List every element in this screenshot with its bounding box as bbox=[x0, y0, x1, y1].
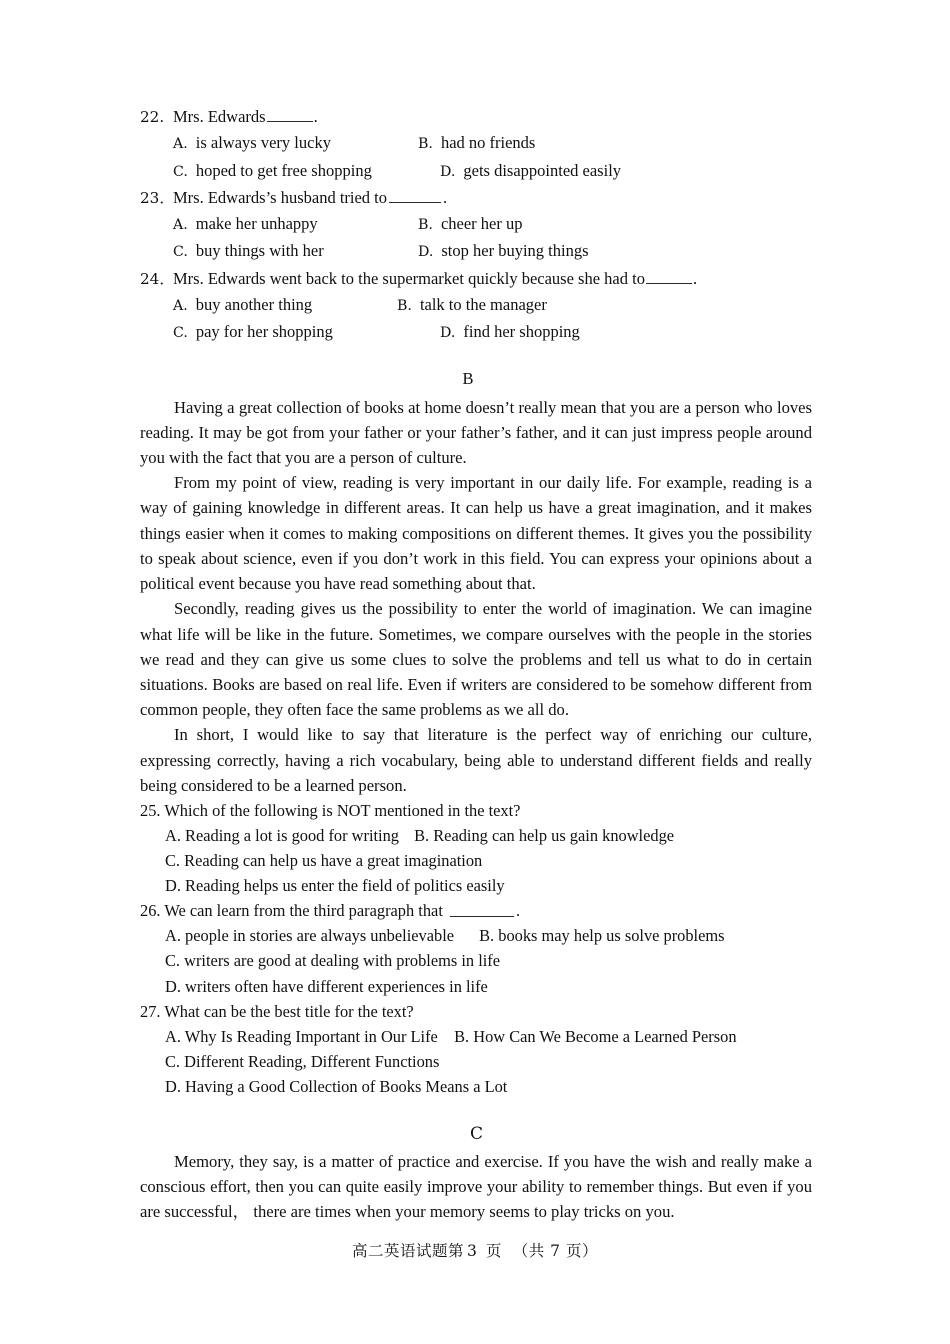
option-text[interactable]: Why Is Reading Important in Our Life bbox=[184, 1026, 438, 1046]
option-text[interactable]: talk to the manager bbox=[419, 295, 547, 315]
question-23-stem-text: Mrs. Edwards’s husband tried to bbox=[173, 187, 388, 207]
question-22-stem-text: Mrs. Edwards bbox=[173, 107, 266, 126]
question-27-options-row-3 bbox=[140, 1074, 812, 1099]
option-letter: D. bbox=[165, 976, 181, 996]
option-text[interactable]: Having a Good Collection of Books Means a Lot bbox=[185, 1076, 508, 1096]
question-26-options-row-2 bbox=[140, 948, 812, 973]
answer-blank[interactable] bbox=[267, 108, 313, 122]
option-letter: C. bbox=[173, 244, 188, 261]
question-22 bbox=[140, 104, 812, 185]
option-letter: D. bbox=[418, 244, 434, 261]
question-27-number: 27. bbox=[140, 1001, 161, 1021]
question-25-stem-text: Which of the following is NOT mentioned in the text? bbox=[164, 800, 521, 820]
question-27-options-row-1 bbox=[140, 1024, 812, 1049]
option-letter: B. bbox=[418, 136, 433, 153]
question-22-stem bbox=[140, 104, 812, 130]
question-23 bbox=[140, 185, 812, 266]
passage-b-paragraph-2: From my point of view, reading is very important in our daily life. For example, reading is a way of gaining knowledge in different areas. It can help us have a great imagination, and it makes things easier when it comes to making compositions on different themes. It gives you the possibility to speak about science, even if you don’t work in this field. You can express your opinions about a political event because you have read something about that. bbox=[140, 473, 812, 594]
page-content bbox=[140, 104, 812, 1225]
question-27-stem bbox=[140, 999, 812, 1024]
option-letter: A. bbox=[165, 926, 181, 946]
passage-b-paragraph-3: Secondly, reading gives us the possibility to enter the world of imagination. We can imagine what life will be like in the future. Sometimes, we compare ourselves with the people in the stories we read and they can give us some clues to solve the problems and tell us what to do in certain situations. Books are based on real life. Even if writers are considered to be somehow different from common people, they often face the same problems as we all do. bbox=[140, 599, 812, 720]
option-letter: C. bbox=[165, 1051, 181, 1071]
option-letter: B. bbox=[397, 298, 412, 315]
option-letter: A. bbox=[173, 136, 188, 153]
option-text[interactable]: pay for her shopping bbox=[195, 322, 333, 342]
option-letter: C. bbox=[165, 951, 181, 971]
option-letter: D. bbox=[440, 325, 456, 342]
answer-blank[interactable] bbox=[646, 270, 692, 284]
option-text[interactable]: How Can We Become a Learned Person bbox=[473, 1026, 737, 1046]
question-24-stem-text: Mrs. Edwards went back to the supermarket quickly because she had to bbox=[173, 268, 645, 288]
question-24-options-row-1 bbox=[140, 292, 812, 319]
option-letter: D. bbox=[165, 1076, 181, 1096]
option-text[interactable]: Reading a lot is good for writing bbox=[185, 826, 400, 846]
option-text[interactable]: Different Reading, Different Functions bbox=[184, 1051, 440, 1071]
passage-b-paragraph-1: Having a great collection of books at home doesn’t really mean that you are a person who loves reading. It may be got from your father or your father’s father, and it can just impress people around you with the fact that you are a person of culture. bbox=[140, 397, 812, 468]
option-letter: B. bbox=[454, 1026, 470, 1046]
question-25 bbox=[140, 798, 812, 898]
option-text[interactable]: gets disappointed easily bbox=[463, 160, 622, 180]
question-25-options-row-2 bbox=[140, 848, 812, 873]
question-25-stem bbox=[140, 798, 812, 823]
option-text[interactable]: cheer her up bbox=[440, 214, 523, 234]
question-25-number: 25. bbox=[140, 800, 161, 820]
option-text[interactable]: books may help us solve problems bbox=[498, 926, 725, 946]
option-text[interactable]: Reading helps us enter the field of politics easily bbox=[185, 876, 505, 896]
passage-b-label: B bbox=[462, 368, 474, 388]
footer-page-number: 3 bbox=[467, 1242, 478, 1260]
question-26-stem-text: We can learn from the third paragraph that bbox=[164, 901, 447, 921]
option-text[interactable]: make her unhappy bbox=[195, 214, 318, 234]
question-27-options-row-2 bbox=[140, 1049, 812, 1074]
question-26 bbox=[140, 898, 812, 998]
option-letter: B. bbox=[414, 826, 430, 846]
question-26-options-row-3 bbox=[140, 974, 812, 999]
footer-page-word: 页 bbox=[485, 1242, 502, 1260]
option-text[interactable]: writers are good at dealing with problems in life bbox=[184, 951, 501, 971]
option-text[interactable]: had no friends bbox=[440, 133, 536, 153]
option-text[interactable]: writers often have different experiences in life bbox=[185, 976, 488, 996]
question-22-number: 22. bbox=[140, 108, 165, 126]
option-letter: D. bbox=[440, 163, 456, 180]
option-text[interactable]: hoped to get free shopping bbox=[195, 160, 372, 180]
question-23-options-row-2 bbox=[140, 238, 812, 265]
question-24-stem-tail: . bbox=[692, 268, 698, 288]
passage-c-paragraph-1: Memory, they say, is a matter of practice and exercise. If you have the wish and really make a conscious effort, then you can quite easily improve your ability to remember things. But even if you are successful， there are times when your memory seems to play tricks on you. bbox=[140, 1152, 812, 1222]
question-23-number: 23． bbox=[140, 188, 175, 207]
answer-blank[interactable] bbox=[389, 189, 441, 203]
option-text[interactable]: is always very lucky bbox=[195, 133, 331, 153]
question-23-stem bbox=[140, 185, 812, 211]
option-letter: C. bbox=[173, 325, 188, 342]
option-letter: A. bbox=[173, 298, 188, 315]
question-27 bbox=[140, 999, 812, 1099]
question-27-stem-text: What can be the best title for the text? bbox=[164, 1001, 414, 1021]
answer-blank[interactable] bbox=[450, 903, 514, 917]
option-text[interactable]: find her shopping bbox=[463, 322, 580, 342]
question-23-options-row-1 bbox=[140, 211, 812, 238]
page-footer bbox=[0, 1239, 950, 1261]
option-text[interactable]: Reading can help us gain knowledge bbox=[433, 826, 675, 846]
question-26-number: 26. bbox=[140, 901, 161, 921]
footer-total-pages: （共 7 页） bbox=[512, 1242, 598, 1260]
question-24-stem bbox=[140, 266, 812, 292]
option-text[interactable]: buy things with her bbox=[195, 241, 324, 261]
passage-b-paragraph-4: In short, I would like to say that literature is the perfect way of enriching our culture, expressing correctly, having a rich vocabulary, being able to understand different fields and really being considered to be a learned person. bbox=[140, 725, 812, 795]
question-24 bbox=[140, 266, 812, 347]
option-letter: D. bbox=[165, 876, 181, 896]
option-letter: C. bbox=[173, 163, 188, 180]
question-22-options-row-2 bbox=[140, 158, 812, 185]
option-text[interactable]: stop her buying things bbox=[441, 241, 589, 261]
option-letter: B. bbox=[479, 926, 495, 946]
option-text[interactable]: Reading can help us have a great imagination bbox=[184, 851, 483, 871]
question-22-options-row-1 bbox=[140, 130, 812, 157]
option-text[interactable]: buy another thing bbox=[195, 295, 313, 315]
question-22-stem-tail: . bbox=[313, 107, 318, 126]
option-letter: B. bbox=[418, 217, 433, 234]
question-26-stem bbox=[140, 898, 812, 923]
option-text[interactable]: people in stories are always unbelievable bbox=[185, 926, 455, 946]
question-25-options-row-1 bbox=[140, 823, 812, 848]
option-letter: A. bbox=[165, 1026, 181, 1046]
question-26-stem-tail: . bbox=[515, 901, 521, 921]
option-letter: A. bbox=[173, 217, 188, 234]
passage-c-label: C bbox=[470, 1124, 484, 1145]
question-25-options-row-3 bbox=[140, 873, 812, 898]
question-23-stem-tail: . bbox=[443, 187, 448, 207]
option-letter: C. bbox=[165, 851, 181, 871]
question-24-options-row-2 bbox=[140, 319, 812, 346]
question-26-options-row-1 bbox=[140, 923, 812, 948]
question-24-number: 24． bbox=[140, 269, 175, 288]
option-letter: A. bbox=[165, 826, 181, 846]
footer-prefix: 高二英语试题第 bbox=[352, 1242, 465, 1260]
